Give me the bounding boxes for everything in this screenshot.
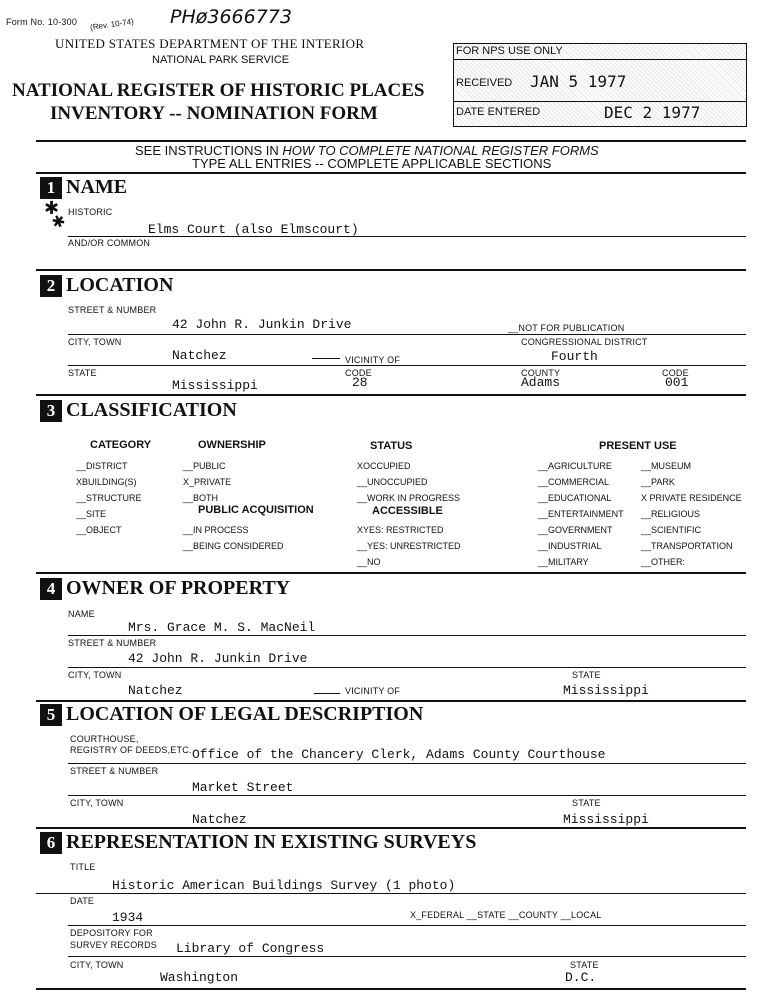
- county-code-value: 001: [665, 375, 689, 390]
- present-use-list-right: [641, 458, 742, 570]
- status-option: XOCCUPIED: [357, 461, 411, 471]
- section-1-header: [40, 176, 127, 199]
- present-use-option: __COMMERCIAL: [538, 477, 610, 487]
- ownership-option: __PUBLIC: [183, 461, 226, 471]
- status-header: STATUS: [370, 440, 413, 452]
- survey-level-options: X_FEDERAL __STATE __COUNTY __LOCAL: [410, 910, 602, 920]
- depository-label: DEPOSITORY FOR: [70, 928, 153, 938]
- acquisition-list: [183, 522, 284, 554]
- category-option: __SITE: [76, 509, 107, 519]
- present-use-option: __MILITARY: [538, 557, 589, 567]
- section-4-number: 4: [40, 578, 62, 600]
- owner-city-value: Natchez: [128, 683, 183, 698]
- legal-street-value: Market Street: [192, 780, 294, 795]
- legal-state-label: STATE: [572, 798, 601, 808]
- county-value: Adams: [521, 375, 561, 390]
- handwritten-id: PHø3666773: [170, 6, 292, 28]
- legal-city-label: CITY, TOWN: [70, 798, 124, 808]
- depository-city-label: CITY, TOWN: [70, 960, 124, 970]
- owner-city-label: CITY, TOWN: [68, 670, 122, 680]
- received-label: RECEIVED: [456, 77, 513, 89]
- survey-records-label: SURVEY RECORDS: [70, 940, 157, 950]
- present-use-option: __PARK: [641, 477, 675, 487]
- owner-state-label: STATE: [572, 670, 601, 680]
- category-option: __OBJECT: [76, 525, 122, 535]
- city-town-label: CITY, TOWN: [68, 337, 122, 347]
- public-acquisition-header: PUBLIC ACQUISITION: [198, 504, 314, 516]
- depository-state-label: STATE: [570, 960, 599, 970]
- congressional-district-label: CONGRESSIONAL DISTRICT: [521, 337, 648, 347]
- section-2-header: [40, 274, 173, 297]
- form-title-line-1: NATIONAL REGISTER OF HISTORIC PLACES: [12, 80, 425, 101]
- received-stamp: JAN 5 1977: [530, 72, 627, 91]
- survey-title-value: Historic American Buildings Survey (1 photo): [112, 878, 456, 893]
- accessible-option: XYES: RESTRICTED: [357, 525, 444, 535]
- state-value: Mississippi: [172, 378, 258, 393]
- present-use-header: PRESENT USE: [599, 440, 677, 452]
- survey-date-label: DATE: [70, 896, 95, 906]
- survey-title-label: TITLE: [70, 862, 96, 872]
- legal-state-value: Mississippi: [563, 812, 649, 827]
- form-revision: (Rev. 10-74): [89, 16, 135, 33]
- state-code-label: CODE: [345, 368, 372, 378]
- section-5-header: [40, 703, 423, 726]
- present-use-list-left: [538, 458, 624, 570]
- courthouse-label: COURTHOUSE,: [70, 734, 139, 744]
- present-use-option: __OTHER:: [641, 557, 686, 567]
- ownership-option: X_PRIVATE: [183, 477, 232, 487]
- vicinity-label: VICINITY OF: [345, 355, 401, 365]
- form-number: Form No. 10-300: [6, 17, 78, 27]
- present-use-option: __MUSEUM: [641, 461, 692, 471]
- county-code-label: CODE: [662, 368, 689, 378]
- category-option: __STRUCTURE: [76, 493, 142, 503]
- form-title-line-2: INVENTORY -- NOMINATION FORM: [50, 103, 378, 124]
- nps-use-box: [453, 43, 747, 127]
- asterisk-mark-2: ✱: [49, 212, 69, 233]
- historic-label: HISTORIC: [68, 207, 113, 217]
- present-use-option: __TRANSPORTATION: [641, 541, 733, 551]
- state-label: STATE: [68, 368, 97, 378]
- present-use-option: __GOVERNMENT: [538, 525, 613, 535]
- depository-state-value: D.C.: [565, 970, 597, 985]
- county-label: COUNTY: [521, 368, 561, 378]
- section-4-title: OWNER OF PROPERTY: [66, 577, 291, 599]
- acquisition-option: __IN PROCESS: [183, 525, 249, 535]
- owner-street-label: STREET & NUMBER: [68, 638, 157, 648]
- accessible-option: __YES: UNRESTRICTED: [357, 541, 461, 551]
- asterisk-mark: ✱: [44, 198, 60, 218]
- section-5-title: LOCATION OF LEGAL DESCRIPTION: [66, 703, 424, 725]
- congressional-district-value: Fourth: [551, 349, 598, 364]
- registry-value: Office of the Chancery Clerk, Adams County Courthouse: [192, 747, 606, 762]
- present-use-option: __AGRICULTURE: [538, 461, 612, 471]
- department-name: UNITED STATES DEPARTMENT OF THE INTERIOR: [55, 36, 365, 51]
- accessible-list: [357, 522, 461, 570]
- depository-city-value: Washington: [160, 970, 239, 985]
- section-4-header: [40, 577, 290, 600]
- owner-name-label: NAME: [68, 609, 95, 619]
- accessible-header: ACCESSIBLE: [372, 505, 443, 517]
- city-value: Natchez: [172, 348, 227, 363]
- instructions-line-1: SEE INSTRUCTIONS IN HOW TO COMPLETE NATIONAL REGISTER FORMS: [135, 143, 599, 158]
- survey-date-value: 1934: [112, 910, 144, 925]
- section-1-title: NAME: [66, 176, 128, 198]
- owner-name-value: Mrs. Grace M. S. MacNeil: [128, 620, 316, 635]
- section-3-title: CLASSIFICATION: [66, 399, 237, 421]
- category-option: XBUILDING(S): [76, 477, 137, 487]
- status-list: [357, 458, 460, 506]
- present-use-option: __ENTERTAINMENT: [538, 509, 624, 519]
- present-use-option: X PRIVATE RESIDENCE: [641, 493, 742, 503]
- state-code-value: 28: [352, 375, 368, 390]
- section-6-header: [40, 831, 476, 854]
- owner-vicinity-label: VICINITY OF: [345, 686, 401, 696]
- category-list: [76, 458, 142, 538]
- owner-state-value: Mississippi: [563, 683, 649, 698]
- legal-street-label: STREET & NUMBER: [70, 766, 159, 776]
- ownership-header: OWNERSHIP: [198, 439, 266, 451]
- present-use-option: __EDUCATIONAL: [538, 493, 612, 503]
- street-number-label: STREET & NUMBER: [68, 305, 157, 315]
- section-5-number: 5: [40, 704, 62, 726]
- section-6-number: 6: [40, 832, 62, 854]
- acquisition-option: __BEING CONSIDERED: [183, 541, 284, 551]
- status-option: __WORK IN PROGRESS: [357, 493, 461, 503]
- owner-street-value: 42 John R. Junkin Drive: [128, 651, 308, 666]
- ownership-option: __BOTH: [183, 493, 219, 503]
- date-entered-stamp: DEC 2 1977: [604, 103, 701, 122]
- category-header: CATEGORY: [90, 439, 152, 451]
- present-use-option: __RELIGIOUS: [641, 509, 701, 519]
- section-2-number: 2: [40, 275, 62, 297]
- section-3-header: [40, 399, 237, 422]
- nps-use-label: FOR NPS USE ONLY: [456, 45, 563, 57]
- status-option: __UNOCCUPIED: [357, 477, 428, 487]
- common-name-label: AND/OR COMMON: [68, 238, 151, 248]
- accessible-option: __NO: [357, 557, 381, 567]
- date-entered-label: DATE ENTERED: [456, 106, 541, 118]
- street-number-value: 42 John R. Junkin Drive: [172, 317, 352, 332]
- section-6-title: REPRESENTATION IN EXISTING SURVEYS: [66, 831, 477, 853]
- category-option: __DISTRICT: [76, 461, 128, 471]
- section-2-title: LOCATION: [66, 274, 174, 296]
- depository-value: Library of Congress: [176, 941, 325, 956]
- ownership-list: [183, 458, 231, 506]
- not-for-publication: __NOT FOR PUBLICATION: [508, 323, 625, 333]
- section-3-number: 3: [40, 400, 62, 422]
- service-name: NATIONAL PARK SERVICE: [152, 54, 290, 66]
- present-use-option: __INDUSTRIAL: [538, 541, 602, 551]
- legal-city-value: Natchez: [192, 812, 247, 827]
- section-1-number: 1: [40, 177, 62, 199]
- instructions-line-2: TYPE ALL ENTRIES -- COMPLETE APPLICABLE SECTIONS: [192, 156, 552, 171]
- historic-name-value: Elms Court (also Elmscourt): [148, 222, 359, 237]
- registry-label: REGISTRY OF DEEDS,ETC.: [70, 745, 192, 755]
- present-use-option: __SCIENTIFIC: [641, 525, 702, 535]
